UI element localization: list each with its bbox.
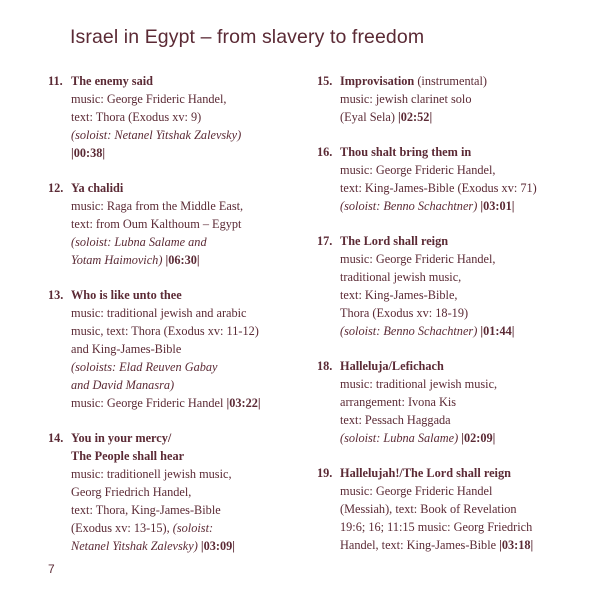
track-text: traditional jewish music, [340,270,462,284]
soloist-text: and David Manasra) [71,378,175,392]
track-text: 19:6; 16; 11:15 music: Georg Friedrich [340,520,533,534]
track-text: music, text: Thora (Exodus xv: 11-12) [71,324,259,338]
track-body [317,72,587,126]
soloist-text: (soloist: Benno Schachtner) [340,199,481,213]
track-text: (Messiah), text: Book of Revelation [340,502,517,516]
track-line [340,322,587,340]
track-text: music: George Frideric Handel [71,396,227,410]
track-line [71,394,308,412]
track-text: (Eyal Sela) [340,110,399,124]
track-line [340,393,587,411]
track-line [340,464,587,482]
track-duration: |03:18| [499,538,534,552]
track-title: Who is like unto thee [71,288,182,302]
track-line [71,483,308,501]
track-line [340,90,587,108]
track-entry [317,232,587,340]
track-text: text: Thora, King-James-Bible [71,503,221,517]
track-number: 11. [48,74,63,88]
track-body [48,72,308,162]
track-duration: |03:01| [480,199,515,213]
track-line [340,482,587,500]
track-line [340,304,587,322]
track-line [71,215,308,233]
track-entry [317,464,587,554]
track-line [71,144,308,162]
track-line [340,161,587,179]
track-text: music: George Frideric Handel [340,484,493,498]
track-line [71,286,308,304]
track-text: Thora (Exodus xv: 18-19) [340,306,469,320]
track-title: Thou shalt bring them in [340,145,472,159]
track-entry [48,286,308,412]
track-text: music: Raga from the Middle East, [71,199,244,213]
track-line [340,536,587,554]
track-number: 19. [317,466,333,480]
track-line [71,72,308,90]
track-line [340,429,587,447]
page-number: 7 [48,562,55,576]
track-text: text: from Oum Kalthoum – Egypt [71,217,242,231]
soloist-text: (soloist: Benno Schachtner) [340,324,481,338]
track-entry [48,72,308,162]
track-text: music: George Frideric Handel, [340,163,496,177]
track-text: text: King-James-Bible, [340,288,458,302]
track-body [317,357,587,447]
track-duration: |00:38| [71,146,106,160]
soloist-text: (soloist: [172,521,214,535]
track-number: 18. [317,359,333,373]
right-column [317,72,587,571]
soloist-text: Yotam Haimovich) [71,253,166,267]
track-line [71,126,308,144]
page-title: Israel in Egypt – from slavery to freedom [70,26,425,48]
track-title: The enemy said [71,74,153,88]
track-text: text: Thora (Exodus xv: 9) [71,110,202,124]
track-text: (Exodus xv: 13-15), [71,521,173,535]
track-line [340,518,587,536]
track-line [71,340,308,358]
track-line [340,357,587,375]
track-line [71,519,308,537]
track-text: music: traditionell jewish music, [71,467,232,481]
track-text: music: jewish clarinet solo [340,92,472,106]
track-text: (instrumental) [417,74,487,88]
track-line [340,108,587,126]
track-line [71,447,308,465]
track-line [340,197,587,215]
track-line [71,233,308,251]
track-line [71,358,308,376]
track-duration: |06:30| [165,253,200,267]
track-line [340,250,587,268]
track-line [71,90,308,108]
track-text: music: traditional jewish music, [340,377,498,391]
track-line [71,251,308,269]
track-line [71,304,308,322]
track-line [71,376,308,394]
track-line [340,143,587,161]
track-body [317,143,587,215]
track-number: 15. [317,74,333,88]
track-entry [48,429,308,555]
track-line [71,322,308,340]
soloist-text: (soloist: Lubna Salame) [340,431,462,445]
track-text: music: George Frideric Handel, [340,252,496,266]
track-line [71,179,308,197]
track-line [71,465,308,483]
track-number: 12. [48,181,64,195]
track-body [48,179,308,269]
track-line [71,429,308,447]
track-duration: |02:52| [398,110,433,124]
track-line [340,232,587,250]
track-entry [317,357,587,447]
track-title: You in your mercy/ [71,431,172,445]
track-line [340,375,587,393]
track-text: arrangement: Ivona Kis [340,395,457,409]
track-line [340,286,587,304]
track-body [48,286,308,412]
track-title: Improvisation [340,74,418,88]
track-number: 14. [48,431,64,445]
track-line [340,179,587,197]
track-number: 13. [48,288,64,302]
track-line [340,500,587,518]
left-column [48,72,308,572]
track-entry [317,72,587,126]
track-title: The Lord shall reign [340,234,449,248]
track-text: music: traditional jewish and arabic [71,306,247,320]
track-text: Georg Friedrich Handel, [71,485,192,499]
track-text: music: George Frideric Handel, [71,92,227,106]
track-text: and King-James-Bible [71,342,182,356]
track-line [71,537,308,555]
track-line [71,108,308,126]
track-body [317,464,587,554]
track-entry [48,179,308,269]
track-entry [317,143,587,215]
soloist-text: (soloists: Elad Reuven Gabay [71,360,218,374]
track-text: text: Pessach Haggada [340,413,451,427]
track-line [71,197,308,215]
track-title: Halleluja/Lefichach [340,359,444,373]
track-text: Handel, text: King-James-Bible [340,538,500,552]
track-duration: |03:22| [226,396,261,410]
track-body [48,429,308,555]
track-text: text: King-James-Bible (Exodus xv: 71) [340,181,537,195]
track-duration: |01:44| [480,324,515,338]
track-title: The People shall hear [71,449,185,463]
track-line [340,72,587,90]
soloist-text: (soloist: Netanel Yitshak Zalevsky) [71,128,242,142]
track-title: Ya chalidi [71,181,124,195]
track-body [317,232,587,340]
track-line [340,268,587,286]
track-line [71,501,308,519]
soloist-text: (soloist: Lubna Salame and [71,235,207,249]
track-duration: |02:09| [461,431,496,445]
soloist-text: Netanel Yitshak Zalevsky) [71,539,201,553]
track-duration: |03:09| [200,539,235,553]
track-line [340,411,587,429]
track-number: 17. [317,234,333,248]
track-title: Hallelujah!/The Lord shall reign [340,466,511,480]
track-number: 16. [317,145,333,159]
